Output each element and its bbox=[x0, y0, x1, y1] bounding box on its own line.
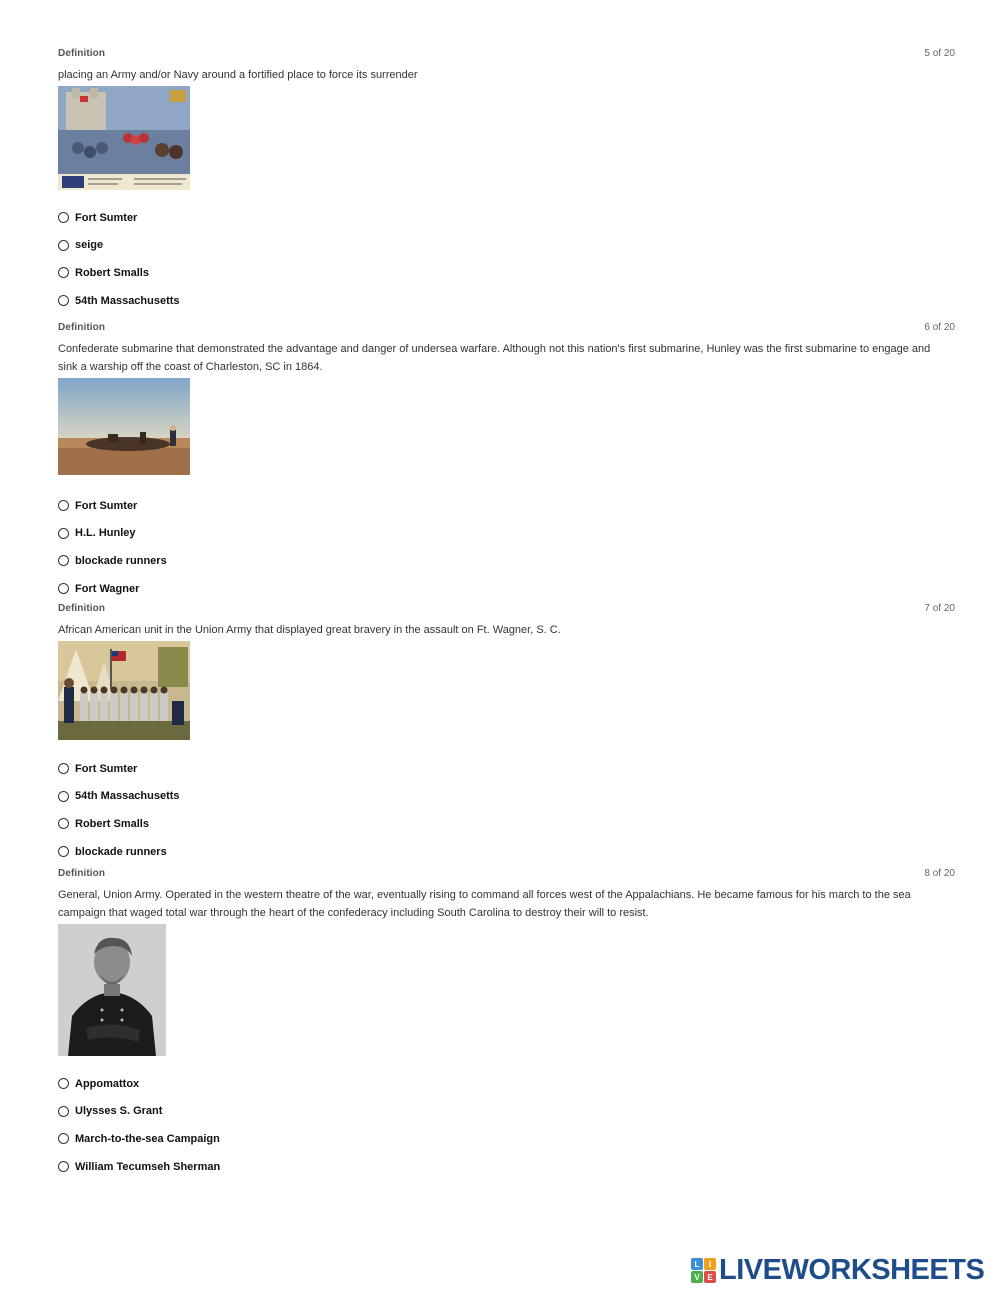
option-label: seige bbox=[75, 239, 104, 252]
answer-option[interactable] bbox=[58, 755, 955, 783]
option-label: Fort Wagner bbox=[75, 582, 140, 595]
answer-options bbox=[58, 204, 955, 314]
question-text: General, Union Army. Operated in the western theatre of the war, eventually rising to command all forces west of the Appalachians. He became famous for his march to the sea campaign that waged total war through the heart of the confederacy including South Carolina to destroy their will to resist. bbox=[58, 889, 911, 919]
option-label: 54th Massachusetts bbox=[75, 790, 180, 803]
radio-button[interactable] bbox=[58, 295, 69, 306]
option-label: March-to-the-sea Campaign bbox=[75, 1132, 220, 1145]
option-label: Fort Sumter bbox=[75, 762, 138, 775]
logo-tile: E bbox=[704, 1271, 716, 1283]
option-label: Robert Smalls bbox=[75, 817, 149, 830]
question-card-8 bbox=[58, 868, 955, 1180]
answer-option[interactable] bbox=[58, 810, 955, 838]
answer-option[interactable] bbox=[58, 232, 955, 260]
brand-name: LIVEWORKSHEETS bbox=[719, 1254, 985, 1286]
radio-button[interactable] bbox=[58, 818, 69, 829]
radio-button[interactable] bbox=[58, 212, 69, 223]
radio-button[interactable] bbox=[58, 500, 69, 511]
option-label: Ulysses S. Grant bbox=[75, 1105, 163, 1118]
radio-button[interactable] bbox=[58, 555, 69, 566]
answer-options bbox=[58, 755, 955, 865]
logo-tile: I bbox=[704, 1258, 716, 1270]
logo-tile: L bbox=[691, 1258, 703, 1270]
answer-options bbox=[58, 492, 955, 602]
option-label: William Tecumseh Sherman bbox=[75, 1160, 221, 1173]
question-card-7 bbox=[58, 603, 955, 865]
question-counter: 8 of 20 bbox=[924, 868, 955, 879]
option-label: Fort Sumter bbox=[75, 211, 138, 224]
question-text: Confederate submarine that demonstrated the advantage and danger of undersea warfare. Although not this nation's first submarine, Hunley was the first submarine to engage and sink a warship off the coast of Charleston, SC in 1864. bbox=[58, 343, 931, 373]
radio-button[interactable] bbox=[58, 1133, 69, 1144]
answer-option[interactable] bbox=[58, 547, 955, 575]
answer-option[interactable] bbox=[58, 1125, 955, 1153]
question-header bbox=[58, 603, 955, 617]
radio-button[interactable] bbox=[58, 1078, 69, 1089]
question-header bbox=[58, 868, 955, 882]
answer-option[interactable] bbox=[58, 259, 955, 287]
logo-tiles-icon bbox=[691, 1258, 716, 1283]
radio-button[interactable] bbox=[58, 791, 69, 802]
answer-option[interactable] bbox=[58, 838, 955, 866]
answer-options bbox=[58, 1070, 955, 1180]
union-regiment-painting bbox=[58, 641, 190, 740]
question-type-label: Definition bbox=[58, 603, 106, 614]
question-type-label: Definition bbox=[58, 322, 106, 333]
option-label: blockade runners bbox=[75, 845, 167, 858]
radio-button[interactable] bbox=[58, 763, 69, 774]
answer-option[interactable] bbox=[58, 575, 955, 603]
question-header bbox=[58, 48, 955, 62]
answer-option[interactable] bbox=[58, 783, 955, 811]
question-counter: 5 of 20 bbox=[924, 48, 955, 59]
question-text: African American unit in the Union Army that displayed great bravery in the assault on Ft. Wagner, S. C. bbox=[58, 624, 561, 636]
option-label: Fort Sumter bbox=[75, 499, 138, 512]
hunley-submarine-painting bbox=[58, 378, 190, 475]
radio-button[interactable] bbox=[58, 267, 69, 278]
question-card-5 bbox=[58, 48, 955, 314]
radio-button[interactable] bbox=[58, 1161, 69, 1172]
answer-option[interactable] bbox=[58, 204, 955, 232]
option-label: H.L. Hunley bbox=[75, 527, 136, 540]
question-counter: 7 of 20 bbox=[924, 603, 955, 614]
question-type-label: Definition bbox=[58, 48, 106, 59]
medieval-siege-illustration bbox=[58, 86, 190, 190]
answer-option[interactable] bbox=[58, 287, 955, 315]
option-label: Appomattox bbox=[75, 1077, 140, 1090]
radio-button[interactable] bbox=[58, 1106, 69, 1117]
option-label: 54th Massachusetts bbox=[75, 294, 180, 307]
logo-tile: V bbox=[691, 1271, 703, 1283]
question-counter: 6 of 20 bbox=[924, 322, 955, 333]
question-header bbox=[58, 322, 955, 336]
radio-button[interactable] bbox=[58, 583, 69, 594]
option-label: blockade runners bbox=[75, 554, 167, 567]
question-card-6 bbox=[58, 322, 955, 602]
answer-option[interactable] bbox=[58, 492, 955, 520]
radio-button[interactable] bbox=[58, 528, 69, 539]
answer-option[interactable] bbox=[58, 1070, 955, 1098]
liveworksheets-logo bbox=[691, 1254, 984, 1287]
answer-option[interactable] bbox=[58, 1153, 955, 1181]
general-portrait-photo bbox=[58, 924, 166, 1056]
radio-button[interactable] bbox=[58, 240, 69, 251]
option-label: Robert Smalls bbox=[75, 266, 149, 279]
answer-option[interactable] bbox=[58, 1098, 955, 1126]
answer-option[interactable] bbox=[58, 520, 955, 548]
radio-button[interactable] bbox=[58, 846, 69, 857]
question-type-label: Definition bbox=[58, 868, 106, 879]
question-text: placing an Army and/or Navy around a fortified place to force its surrender bbox=[58, 69, 418, 81]
